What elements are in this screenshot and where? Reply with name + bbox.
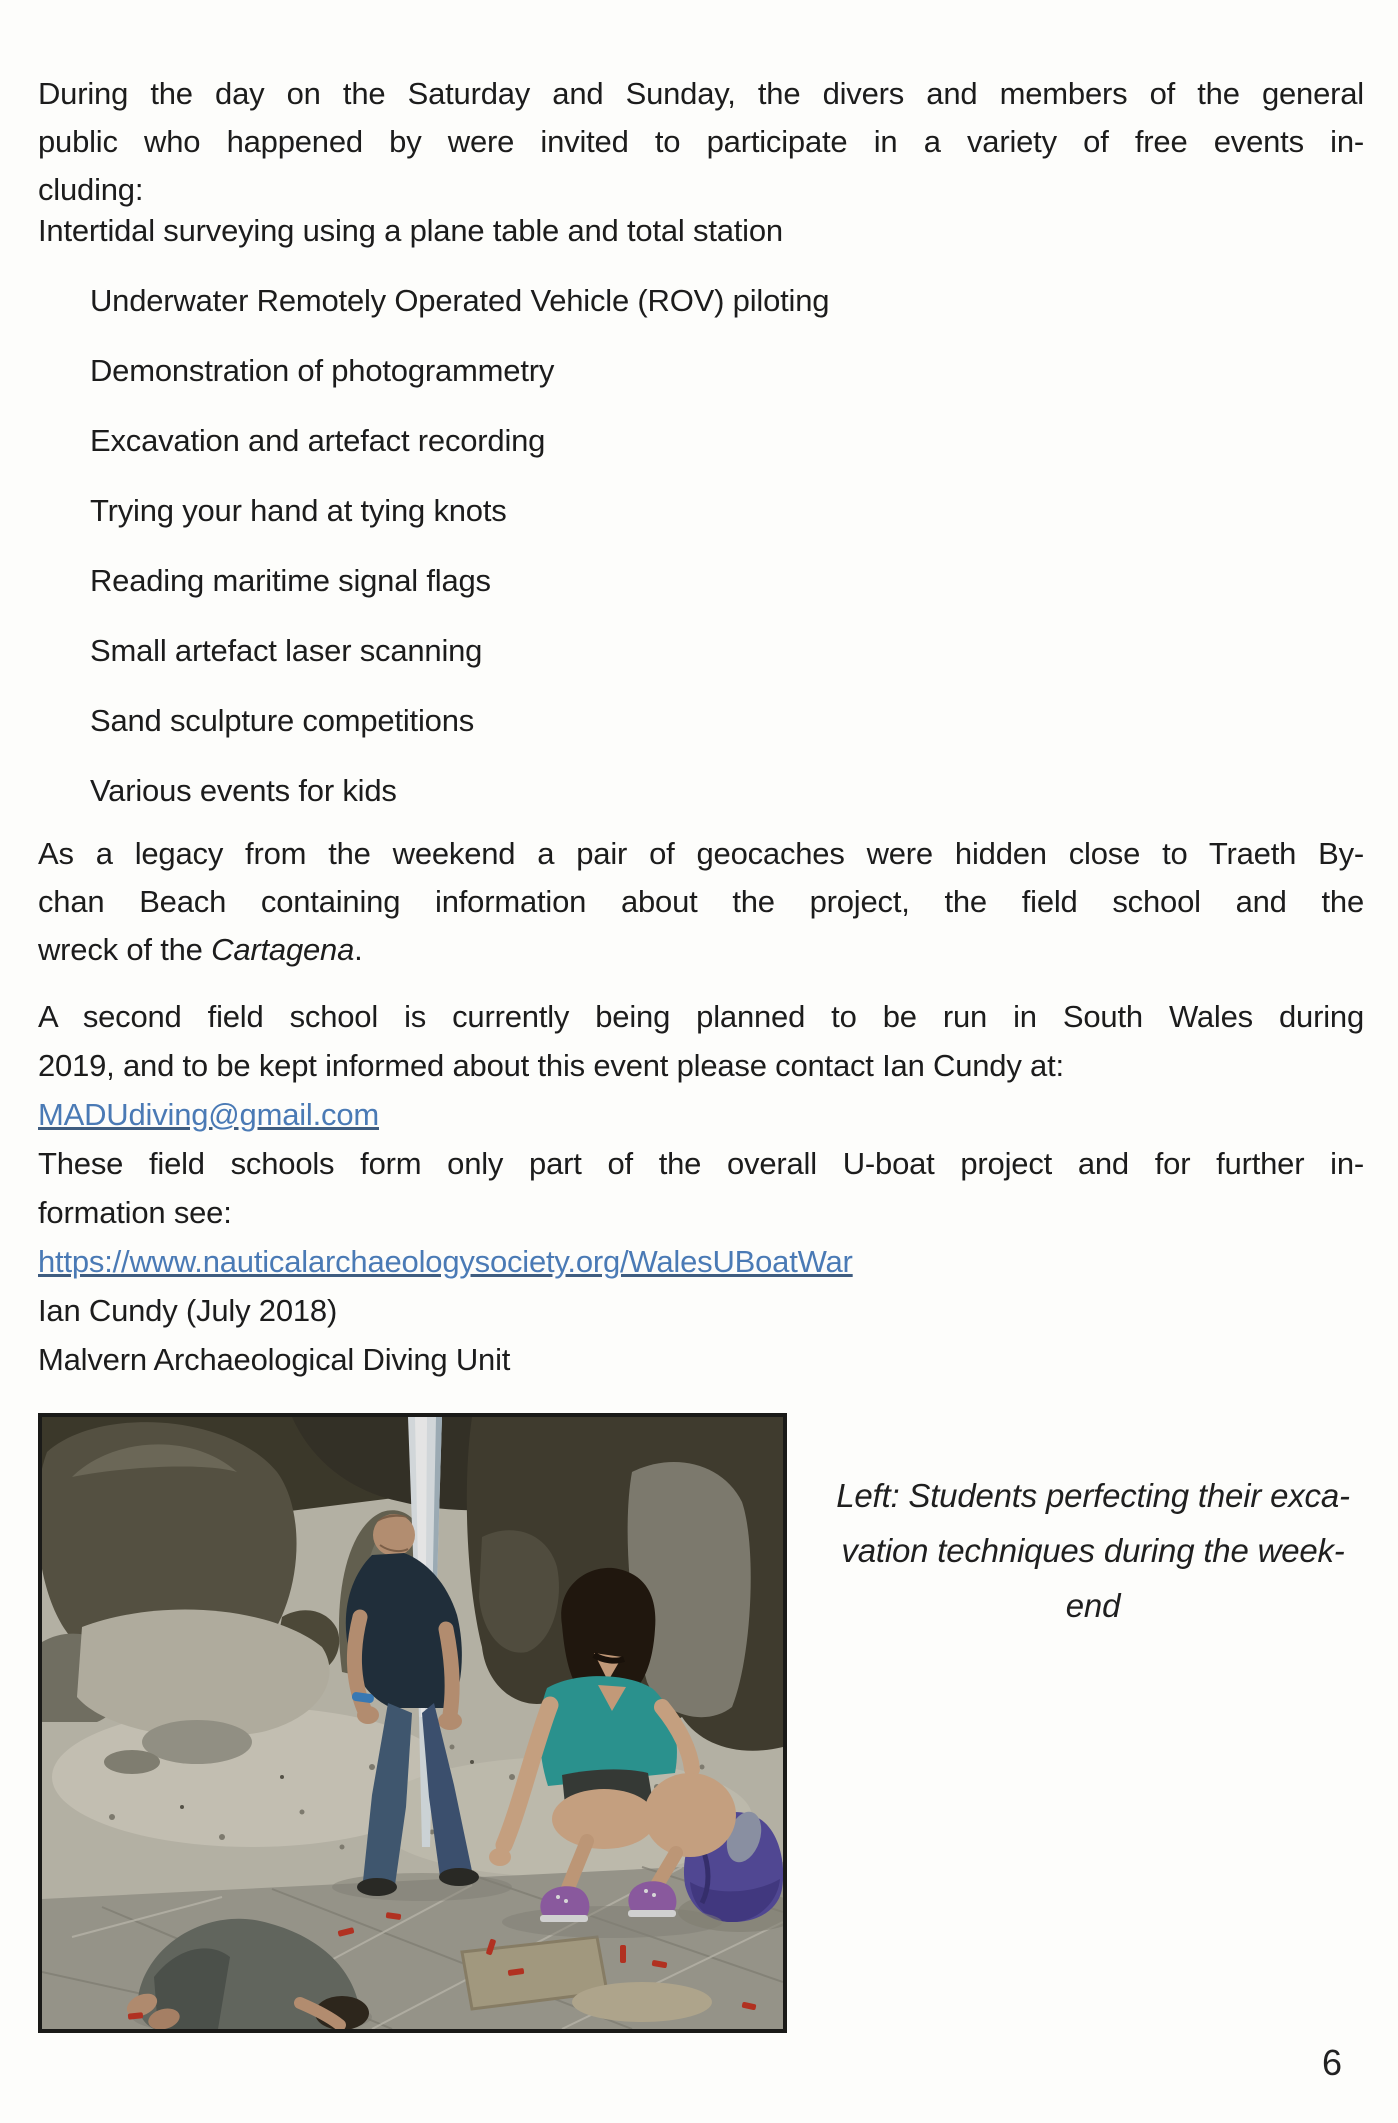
paragraph-line: chan Beach containing information about the project, the field school and the (38, 884, 1364, 919)
photo-students-excavating (38, 1413, 787, 2033)
legacy-paragraph (38, 830, 1364, 974)
text-run: . (354, 932, 363, 967)
contact-paragraph (38, 992, 1364, 1384)
paragraph-line: A second field school is currently being planned to be run in South Wales during (38, 999, 1364, 1034)
paragraph-line: cluding: (38, 172, 144, 207)
paragraph-line: As a legacy from the weekend a pair of geocaches were hidden close to Traeth By- (38, 836, 1364, 871)
list-item: Intertidal surveying using a plane table and total station (38, 213, 783, 248)
paragraph-line: public who happened by were invited to participate in a variety of free events in- (38, 124, 1364, 159)
list-item: Various events for kids (90, 773, 397, 808)
author-byline: Ian Cundy (July 2018) (38, 1293, 338, 1328)
events-list (38, 207, 1364, 837)
paragraph-line (38, 1237, 1364, 1286)
intro-paragraph (38, 70, 1364, 214)
organisation-name: Malvern Archaeological Diving Unit (38, 1342, 511, 1377)
paragraph-line (38, 1090, 1364, 1139)
paragraph-line: 2019, and to be kept informed about this event please contact Ian Cundy at: (38, 1048, 1064, 1083)
paragraph-line (38, 926, 1364, 974)
email-link[interactable]: MADUdiving@gmail.com (38, 1097, 379, 1132)
list-item: Underwater Remotely Operated Vehicle (ROV) piloting (90, 283, 830, 318)
caption-line: Left: Students perfecting their exca- (836, 1477, 1350, 1514)
list-item: Sand sculpture competitions (90, 703, 475, 738)
list-item: Reading maritime signal flags (90, 563, 491, 598)
paragraph-line: During the day on the Saturday and Sunday, the divers and members of the general (38, 76, 1364, 111)
page-number: 6 (1322, 2042, 1343, 2083)
list-item: Excavation and artefact recording (90, 423, 546, 458)
text-run: wreck of the (38, 932, 212, 967)
caption-line: end (1065, 1587, 1121, 1624)
list-item: Demonstration of photogrammetry (90, 353, 555, 388)
paragraph-line: formation see: (38, 1195, 232, 1230)
paragraph-line: These field schools form only part of the overall U-boat project and for further in- (38, 1146, 1364, 1181)
beach-excavation-illustration (42, 1417, 783, 2029)
ship-name-italic: Cartagena (211, 932, 355, 967)
list-item: Trying your hand at tying knots (90, 493, 507, 528)
list-item: Small artefact laser scanning (90, 633, 483, 668)
website-link[interactable]: https://www.nauticalarchaeologysociety.org/WalesUBoatWar (38, 1244, 853, 1279)
caption-line: vation techniques during the week- (841, 1532, 1345, 1569)
photo-caption (790, 1468, 1396, 1633)
